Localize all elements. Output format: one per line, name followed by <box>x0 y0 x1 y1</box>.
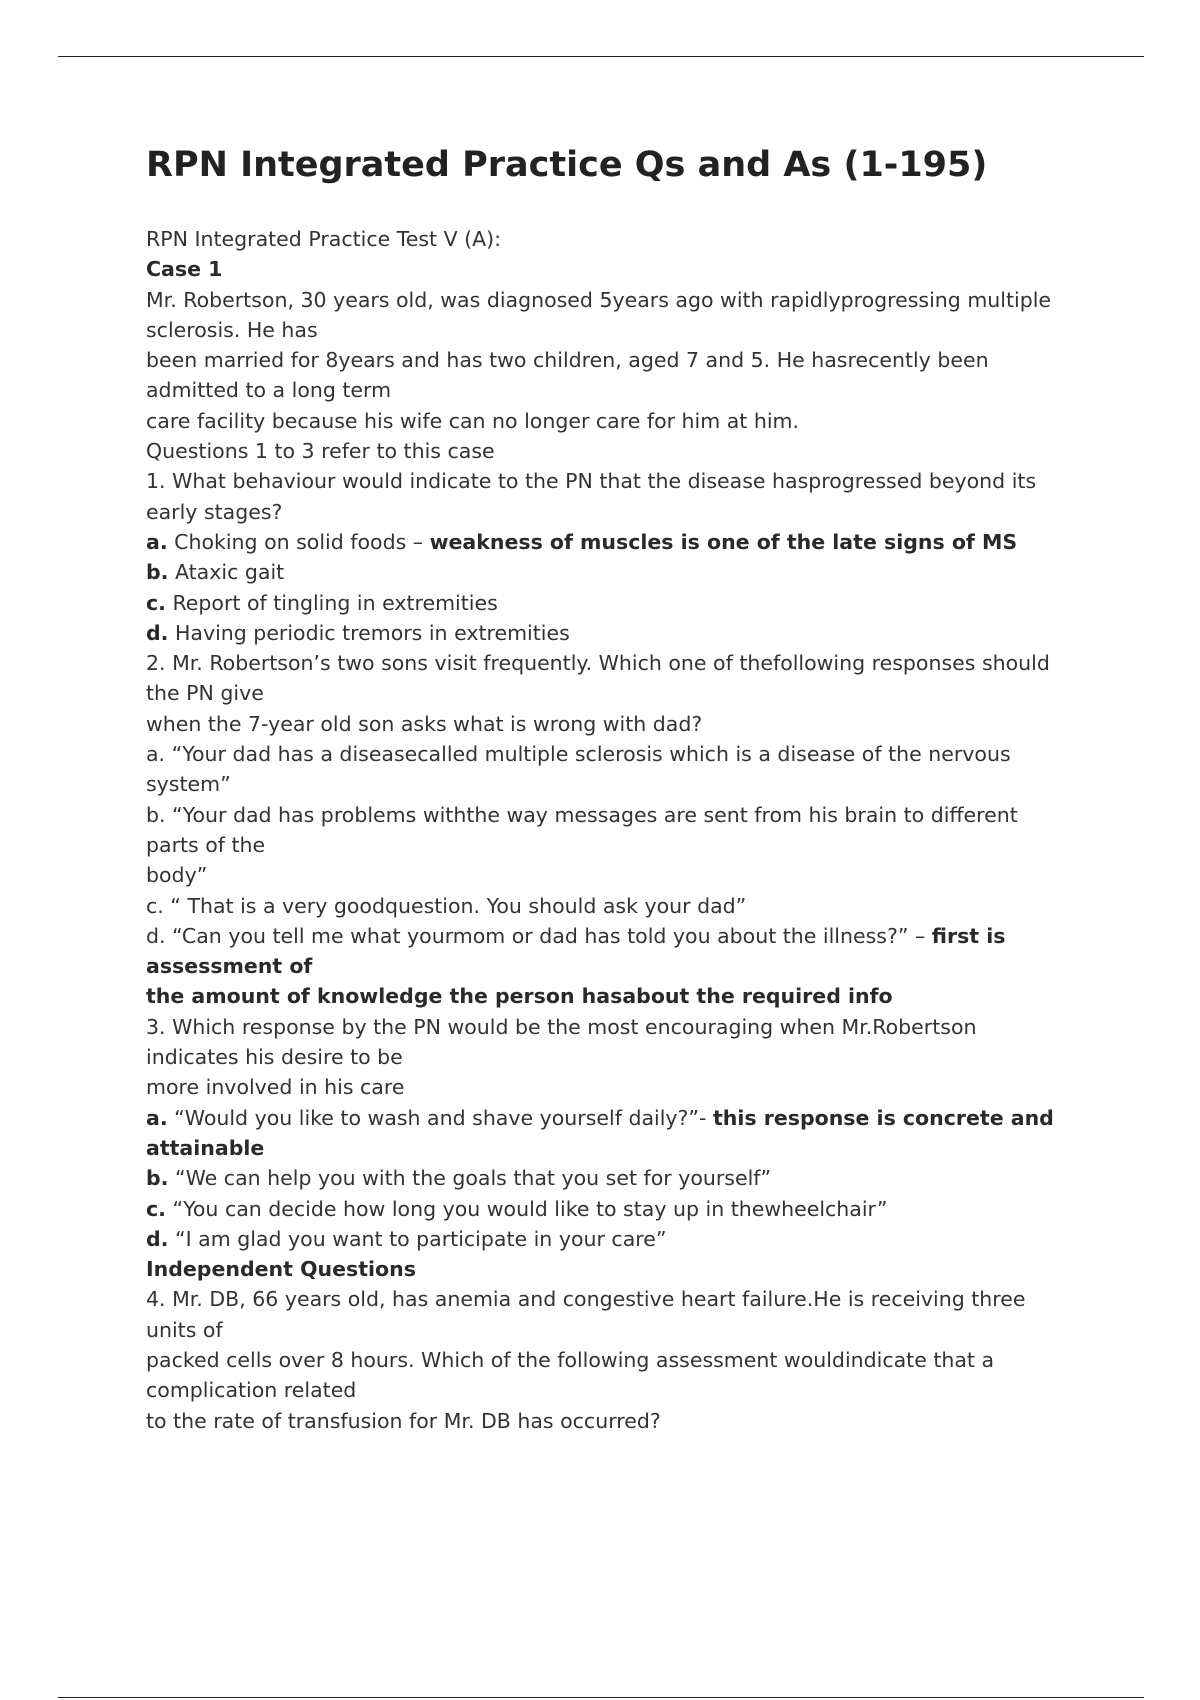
body-text: when the 7-year old son asks what is wrong with dad? <box>146 711 703 736</box>
body-text: care facility because his wife can no longer care for him at him. <box>146 408 800 433</box>
text-line <box>146 981 1096 1011</box>
bold-text: a. <box>146 529 168 554</box>
bold-text: b. <box>146 560 169 585</box>
body-text: body” <box>146 863 208 888</box>
bold-text: first is <box>931 923 1006 948</box>
text-line <box>146 1012 1096 1042</box>
body-text: “You can decide how long you would like to stay up in thewheelchair” <box>165 1196 888 1221</box>
body-text: “I am glad you want to participate in your care” <box>168 1226 667 1251</box>
text-line <box>146 1254 1096 1284</box>
body-text: Having periodic tremors in extremities <box>168 620 570 645</box>
text-line <box>146 436 1096 466</box>
body-text: complication related <box>146 1378 357 1403</box>
text-line <box>146 830 1096 860</box>
body-text: more involved in his care <box>146 1075 405 1100</box>
body-text: 4. Mr. DB, 66 years old, has anemia and congestive heart failure.He is receiving three <box>146 1287 1026 1312</box>
bold-text: weakness of muscles is one of the late signs of MS <box>429 529 1018 554</box>
body-text: 3. Which response by the PN would be the most encouraging when Mr.Robertson <box>146 1014 977 1039</box>
body-text: units of <box>146 1317 223 1342</box>
text-line <box>146 224 1096 254</box>
body-text: to the rate of transfusion for Mr. DB has occurred? <box>146 1408 661 1433</box>
body-text: RPN Integrated Practice Test V (A): <box>146 227 502 251</box>
text-line <box>146 1133 1096 1163</box>
body-text: system” <box>146 772 231 797</box>
text-line <box>146 739 1096 769</box>
text-line <box>146 1163 1096 1193</box>
text-line <box>146 769 1096 799</box>
bold-text: b. <box>146 1166 169 1191</box>
bold-text: a. <box>146 1105 168 1130</box>
text-line <box>146 1345 1096 1375</box>
text-line <box>146 1375 1096 1405</box>
body-text: packed cells over 8 hours. Which of the following assessment wouldindicate that a <box>146 1347 995 1372</box>
text-line <box>146 1284 1096 1314</box>
text-line <box>146 285 1096 315</box>
body-text: been married for 8years and has two children, aged 7 and 5. He hasrecently been <box>146 348 989 373</box>
body-text: d. “Can you tell me what yourmom or dad has told you about the illness?” – <box>146 923 932 948</box>
text-line <box>146 1042 1096 1072</box>
bold-text: c. <box>146 590 166 615</box>
body-text: the PN give <box>146 681 264 706</box>
footer-rule <box>58 1697 1144 1698</box>
body-text: b. “Your dad has problems withthe way messages are sent from his brain to different <box>146 802 1018 827</box>
text-line <box>146 678 1096 708</box>
document-text <box>146 224 1096 1436</box>
bold-text: attainable <box>146 1135 265 1160</box>
bold-text: this response is concrete and <box>712 1105 1054 1130</box>
bold-text: c. <box>146 1196 166 1221</box>
body-text: Choking on solid foods – <box>167 529 430 554</box>
body-text: c. “ That is a very goodquestion. You should ask your dad” <box>146 893 747 918</box>
body-text: Report of tingling in extremities <box>165 590 498 615</box>
header-rule <box>58 56 1144 57</box>
body-text: “We can help you with the goals that you set for yourself” <box>168 1166 772 1191</box>
text-line <box>146 709 1096 739</box>
document-title: RPN Integrated Practice Qs and As (1-195) <box>146 145 988 185</box>
body-text: Questions 1 to 3 refer to this case <box>146 439 495 464</box>
body-text: Ataxic gait <box>168 560 285 585</box>
text-line <box>146 1072 1096 1102</box>
body-text: admitted to a long term <box>146 378 392 403</box>
body-text: a. “Your dad has a diseasecalled multiple sclerosis which is a disease of the nervous <box>146 742 1011 767</box>
text-line <box>146 375 1096 405</box>
text-line <box>146 951 1096 981</box>
text-line <box>146 921 1096 951</box>
text-line <box>146 1406 1096 1436</box>
text-line <box>146 1194 1096 1224</box>
text-line <box>146 800 1096 830</box>
text-line <box>146 345 1096 375</box>
bold-text: d. <box>146 620 169 645</box>
body-text: Mr. Robertson, 30 years old, was diagnosed 5years ago with rapidlyprogressing multiple <box>146 287 1052 312</box>
bold-text: the amount of knowledge the person hasabout the required info <box>146 984 893 1009</box>
body-text: 1. What behaviour would indicate to the PN that the disease hasprogressed beyond its <box>146 469 1037 494</box>
text-line <box>146 315 1096 345</box>
text-line <box>146 527 1096 557</box>
bold-text: Case 1 <box>146 257 223 282</box>
body-text: indicates his desire to be <box>146 1045 403 1070</box>
document-body <box>146 140 1096 1436</box>
text-line <box>146 860 1096 890</box>
text-line <box>146 1224 1096 1254</box>
body-text: early stages? <box>146 499 283 524</box>
bold-text: d. <box>146 1226 169 1251</box>
body-text: parts of the <box>146 832 266 857</box>
body-text: sclerosis. He has <box>146 317 318 342</box>
text-line <box>146 648 1096 678</box>
text-line <box>146 1103 1096 1133</box>
text-line <box>146 254 1096 284</box>
text-line <box>146 466 1096 496</box>
text-line <box>146 891 1096 921</box>
bold-text: Independent Questions <box>146 1257 416 1282</box>
body-text: “Would you like to wash and shave yourself daily?”- <box>167 1105 713 1130</box>
text-line <box>146 406 1096 436</box>
body-text: 2. Mr. Robertson’s two sons visit frequently. Which one of thefollowing responses should <box>146 651 1050 676</box>
text-line <box>146 557 1096 587</box>
text-line <box>146 1315 1096 1345</box>
text-line <box>146 497 1096 527</box>
text-line <box>146 588 1096 618</box>
text-line <box>146 618 1096 648</box>
bold-text: assessment of <box>146 954 313 979</box>
